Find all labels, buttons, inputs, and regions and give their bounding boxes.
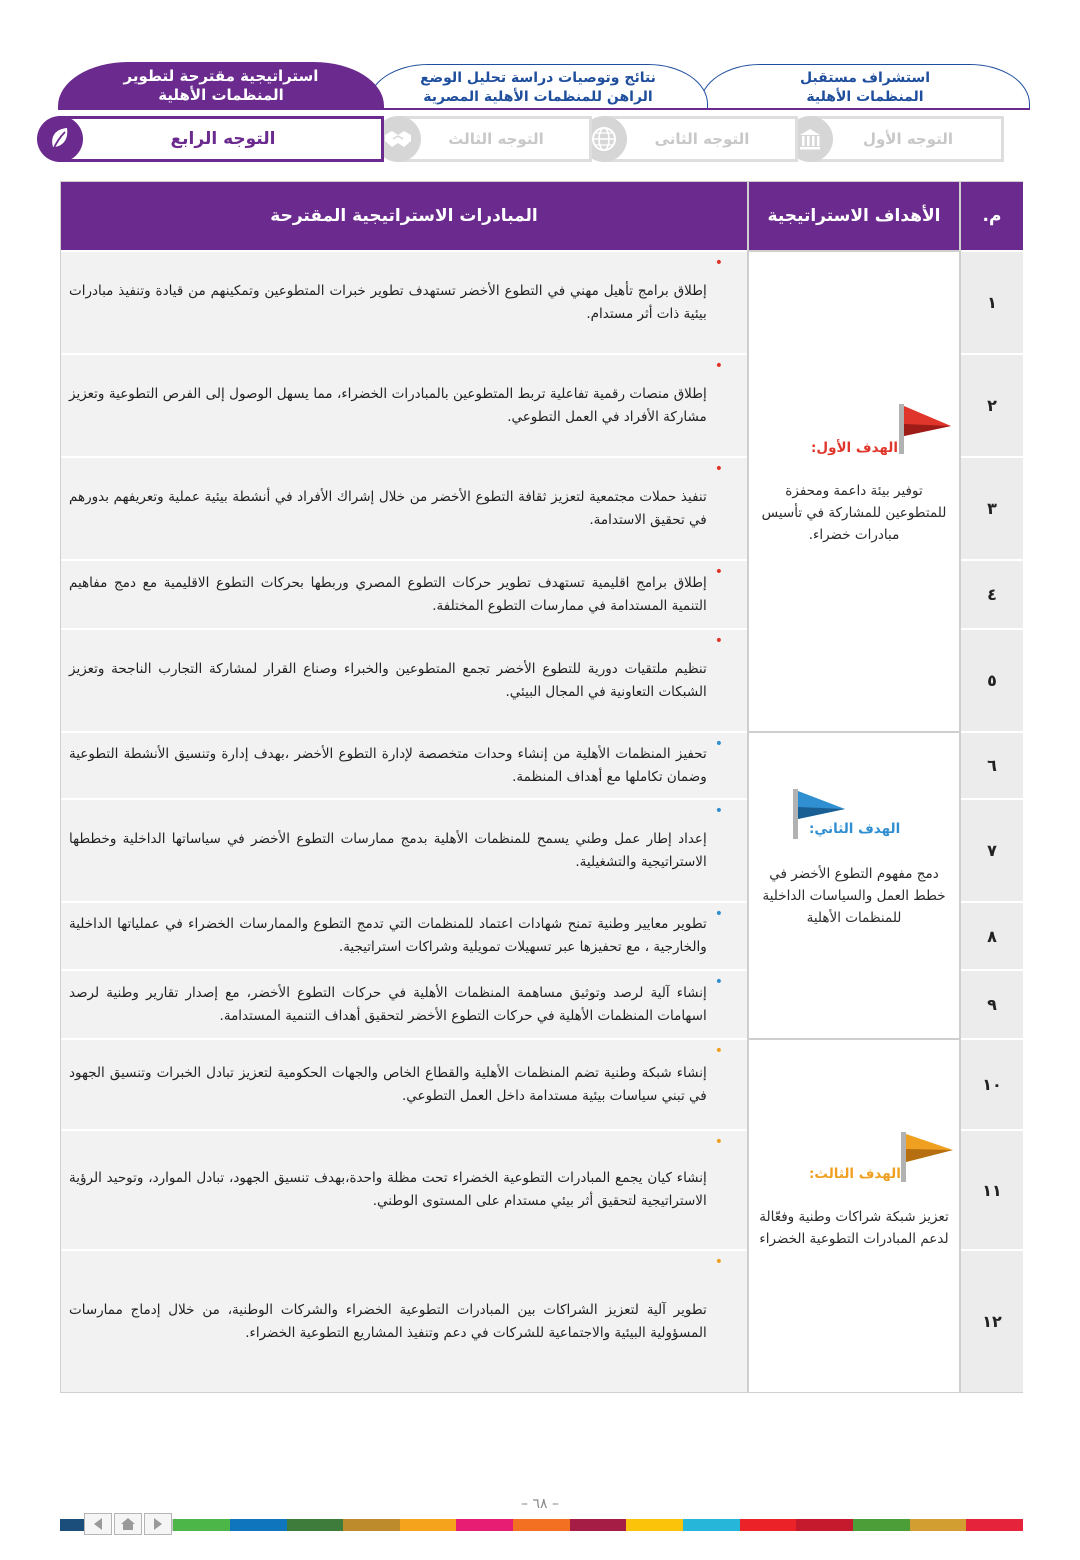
stripe-segment bbox=[456, 1519, 513, 1531]
row-number: ٩ bbox=[961, 969, 1023, 1038]
bullet: • bbox=[714, 1134, 723, 1150]
tab-proposed-strategy[interactable]: استراتيجية مقترحة لتطوير المنظمات الأهلية bbox=[58, 62, 384, 110]
bullet: • bbox=[714, 255, 723, 271]
row-number: ١٠ bbox=[961, 1038, 1023, 1129]
row-number: ٦ bbox=[961, 731, 1023, 798]
strategic-directions bbox=[58, 116, 1004, 162]
orange-flag-icon bbox=[899, 1130, 955, 1184]
strategy-table bbox=[60, 181, 1023, 1393]
row-number: ٤ bbox=[961, 559, 1023, 628]
arrow-left-icon bbox=[91, 1517, 105, 1531]
stripe-segment bbox=[400, 1519, 457, 1531]
initiative-row: • إطلاق برامج تأهيل مهني في التطوع الأخضر تستهدف تطوير خبرات المتطوعين وتمكينهم من قيادة وتنفيذ مبادرات بيئية ذات أثر مستدام. bbox=[61, 250, 747, 353]
bullet: • bbox=[714, 461, 723, 477]
initiative-row: • تطوير معايير وطنية تمنح شهادات اعتماد للمنظمات التي تدمج التطوع والممارسات الخضراء في عملياتها الداخلية والخارجية ، مع تحفيزها عبر تسهيلات تمويلية وشراكات استراتيجية. bbox=[61, 901, 747, 969]
bullet: • bbox=[714, 974, 723, 990]
page-navigation bbox=[84, 1513, 172, 1535]
initiative-row: • إنشاء شبكة وطنية تضم المنظمات الأهلية والقطاع الخاص والجهات الحكومية لتعزيز تبادل الخبرات وتنسيق الجهود في تبني سياسات بيئية مستدامة داخل العمل التطوعي. bbox=[61, 1038, 747, 1129]
row-number: ١١ bbox=[961, 1129, 1023, 1249]
direction-3-button[interactable] bbox=[396, 116, 592, 162]
goal-2-title: الهدف الثاني: bbox=[809, 821, 901, 837]
direction-1-label: التوجه الأول bbox=[862, 130, 954, 148]
initiative-row: • إعداد إطار عمل وطني يسمح للمنظمات الأهلية بدمج ممارسات التطوع الأخضر في سياساتها الداخلية وخططها الاستراتيجية والتشغيلية. bbox=[61, 798, 747, 901]
row-number: ٨ bbox=[961, 901, 1023, 969]
row-number: ٥ bbox=[961, 628, 1023, 731]
leaf-icon bbox=[37, 116, 83, 162]
goal-1-title: الهدف الأول: bbox=[811, 440, 898, 456]
row-number: ١ bbox=[961, 250, 1023, 353]
row-number: ٣ bbox=[961, 456, 1023, 559]
tab-future-outlook[interactable]: استشراف مستقبل المنظمات الأهلية bbox=[700, 64, 1030, 110]
stripe-segment bbox=[513, 1519, 570, 1531]
bullet: • bbox=[714, 358, 723, 374]
direction-2-label: التوجه الثانى bbox=[654, 130, 750, 148]
bullet: • bbox=[714, 564, 723, 580]
initiative-row: • إنشاء آلية لرصد وتوثيق مساهمة المنظمات الأهلية في حركات التطوع الأخضر، مع إصدار تقارير وطنية لرصد اسهامات المنظمات الأهلية في حركات التطوع الأخضر لتحقيق أهداف التنمية المستدامة. bbox=[61, 969, 747, 1038]
initiative-row: • تنفيذ حملات مجتمعية لتعزيز ثقافة التطوع الأخضر من خلال إشراك الأفراد في أنشطة بيئية عملية وتعريفهم بدورهم في تحقيق الاستدامة. bbox=[61, 456, 747, 559]
goal-1-text: توفير بيئة داعمة ومحفزة للمتطوعين للمشاركة في تأسيس مبادرات خضراء. bbox=[761, 483, 947, 543]
stripe-segment bbox=[230, 1519, 287, 1531]
stripe-segment bbox=[796, 1519, 853, 1531]
direction-1-button[interactable] bbox=[808, 116, 1004, 162]
stripe-segment bbox=[626, 1519, 683, 1531]
stripe-segment bbox=[683, 1519, 740, 1531]
bullet: • bbox=[714, 1254, 723, 1270]
initiative-row: • إطلاق منصات رقمية تفاعلية تربط المتطوعين بالمبادرات الخضراء، مما يسهل الوصول إلى الفرص التطوعية وتعزيز مشاركة الأفراد في العمل التطوعي. bbox=[61, 353, 747, 456]
initiative-row: • تنظيم ملتقيات دورية للتطوع الأخضر تجمع المتطوعين والخبراء وصناع القرار لمشاركة التجارب الناجحة وتعزيز الشبكات التعاونية في المجال البيئي. bbox=[61, 628, 747, 731]
stripe-segment bbox=[287, 1519, 344, 1531]
row-number: ٧ bbox=[961, 798, 1023, 901]
goal-3-title: الهدف الثالث: bbox=[809, 1166, 901, 1182]
row-number: ١٢ bbox=[961, 1249, 1023, 1392]
goal-2-cell bbox=[749, 731, 959, 1038]
page-number: – ٦٨ – bbox=[521, 1496, 559, 1512]
section-tabs bbox=[58, 60, 1030, 110]
direction-3-label: التوجه الثالث bbox=[448, 130, 544, 148]
bullet: • bbox=[714, 803, 723, 819]
tab-study-results[interactable]: نتائج وتوصيات دراسة تحليل الوضع الراهن للمنظمات الأهلية المصرية bbox=[368, 64, 708, 110]
bullet: • bbox=[714, 633, 723, 649]
direction-4-label: التوجه الرابع bbox=[170, 129, 276, 149]
bullet: • bbox=[714, 736, 723, 752]
goal-3-cell bbox=[749, 1038, 959, 1392]
initiative-row: • تحفيز المنظمات الأهلية من إنشاء وحدات متخصصة لإدارة التطوع الأخضر ،بهدف إدارة وتنسيق الأنشطة التطوعية وضمان تكاملها مع أهداف المنظمة. bbox=[61, 731, 747, 798]
initiative-row: • تطوير آلية لتعزيز الشراكات بين المبادرات التطوعية الخضراء والشركات الوطنية، من خلال إدماج ممارسات المسؤولية البيئية والاجتماعية للشركات في دعم وتنفيذ المشاريع التطوعية الخضراء. bbox=[61, 1249, 747, 1392]
goal-1-cell bbox=[749, 250, 959, 731]
bullet: • bbox=[714, 1043, 723, 1059]
stripe-segment bbox=[173, 1519, 230, 1531]
stripe-segment bbox=[966, 1519, 1023, 1531]
arrow-right-icon bbox=[151, 1517, 165, 1531]
prev-page-button[interactable] bbox=[84, 1513, 112, 1535]
header-initiatives: المبادرات الاستراتيجية المقترحة bbox=[61, 182, 747, 250]
stripe-segment bbox=[740, 1519, 797, 1531]
goal-2-text: دمج مفهوم التطوع الأخضر في خطط العمل والسياسات الداخلية للمنظمات الأهلية bbox=[762, 866, 946, 926]
initiative-row: • إنشاء كيان يجمع المبادرات التطوعية الخضراء تحت مظلة واحدة،بهدف تنسيق الجهود، تبادل الموارد، وتوحيد الرؤية الاستراتيجية لتحقيق أثر بيئي مستدام على المستوى الوطني. bbox=[61, 1129, 747, 1249]
direction-2-button[interactable] bbox=[602, 116, 798, 162]
stripe-segment bbox=[910, 1519, 967, 1531]
bullet: • bbox=[714, 906, 723, 922]
stripe-segment bbox=[343, 1519, 400, 1531]
red-flag-icon bbox=[897, 402, 953, 456]
home-icon bbox=[120, 1517, 136, 1531]
home-button[interactable] bbox=[114, 1513, 142, 1535]
header-goals: الأهداف الاستراتيجية bbox=[749, 182, 959, 250]
header-num: م. bbox=[961, 182, 1023, 250]
stripe-segment bbox=[853, 1519, 910, 1531]
initiative-row: • إطلاق برامج اقليمية تستهدف تطوير حركات التطوع المصري وربطها بحركات التطوع الاقليمية مع دمج مفاهيم التنمية المستدامة في ممارسات التطوع المختلفة. bbox=[61, 559, 747, 628]
color-stripe bbox=[60, 1519, 1023, 1531]
tabs-underline bbox=[58, 108, 1030, 110]
direction-4-button[interactable] bbox=[58, 116, 384, 162]
row-number: ٢ bbox=[961, 353, 1023, 456]
next-page-button[interactable] bbox=[144, 1513, 172, 1535]
stripe-segment bbox=[570, 1519, 627, 1531]
goal-3-text: تعزيز شبكة شراكات وطنية وفعّالة لدعم المبادرات التطوعية الخضراء bbox=[759, 1209, 949, 1247]
